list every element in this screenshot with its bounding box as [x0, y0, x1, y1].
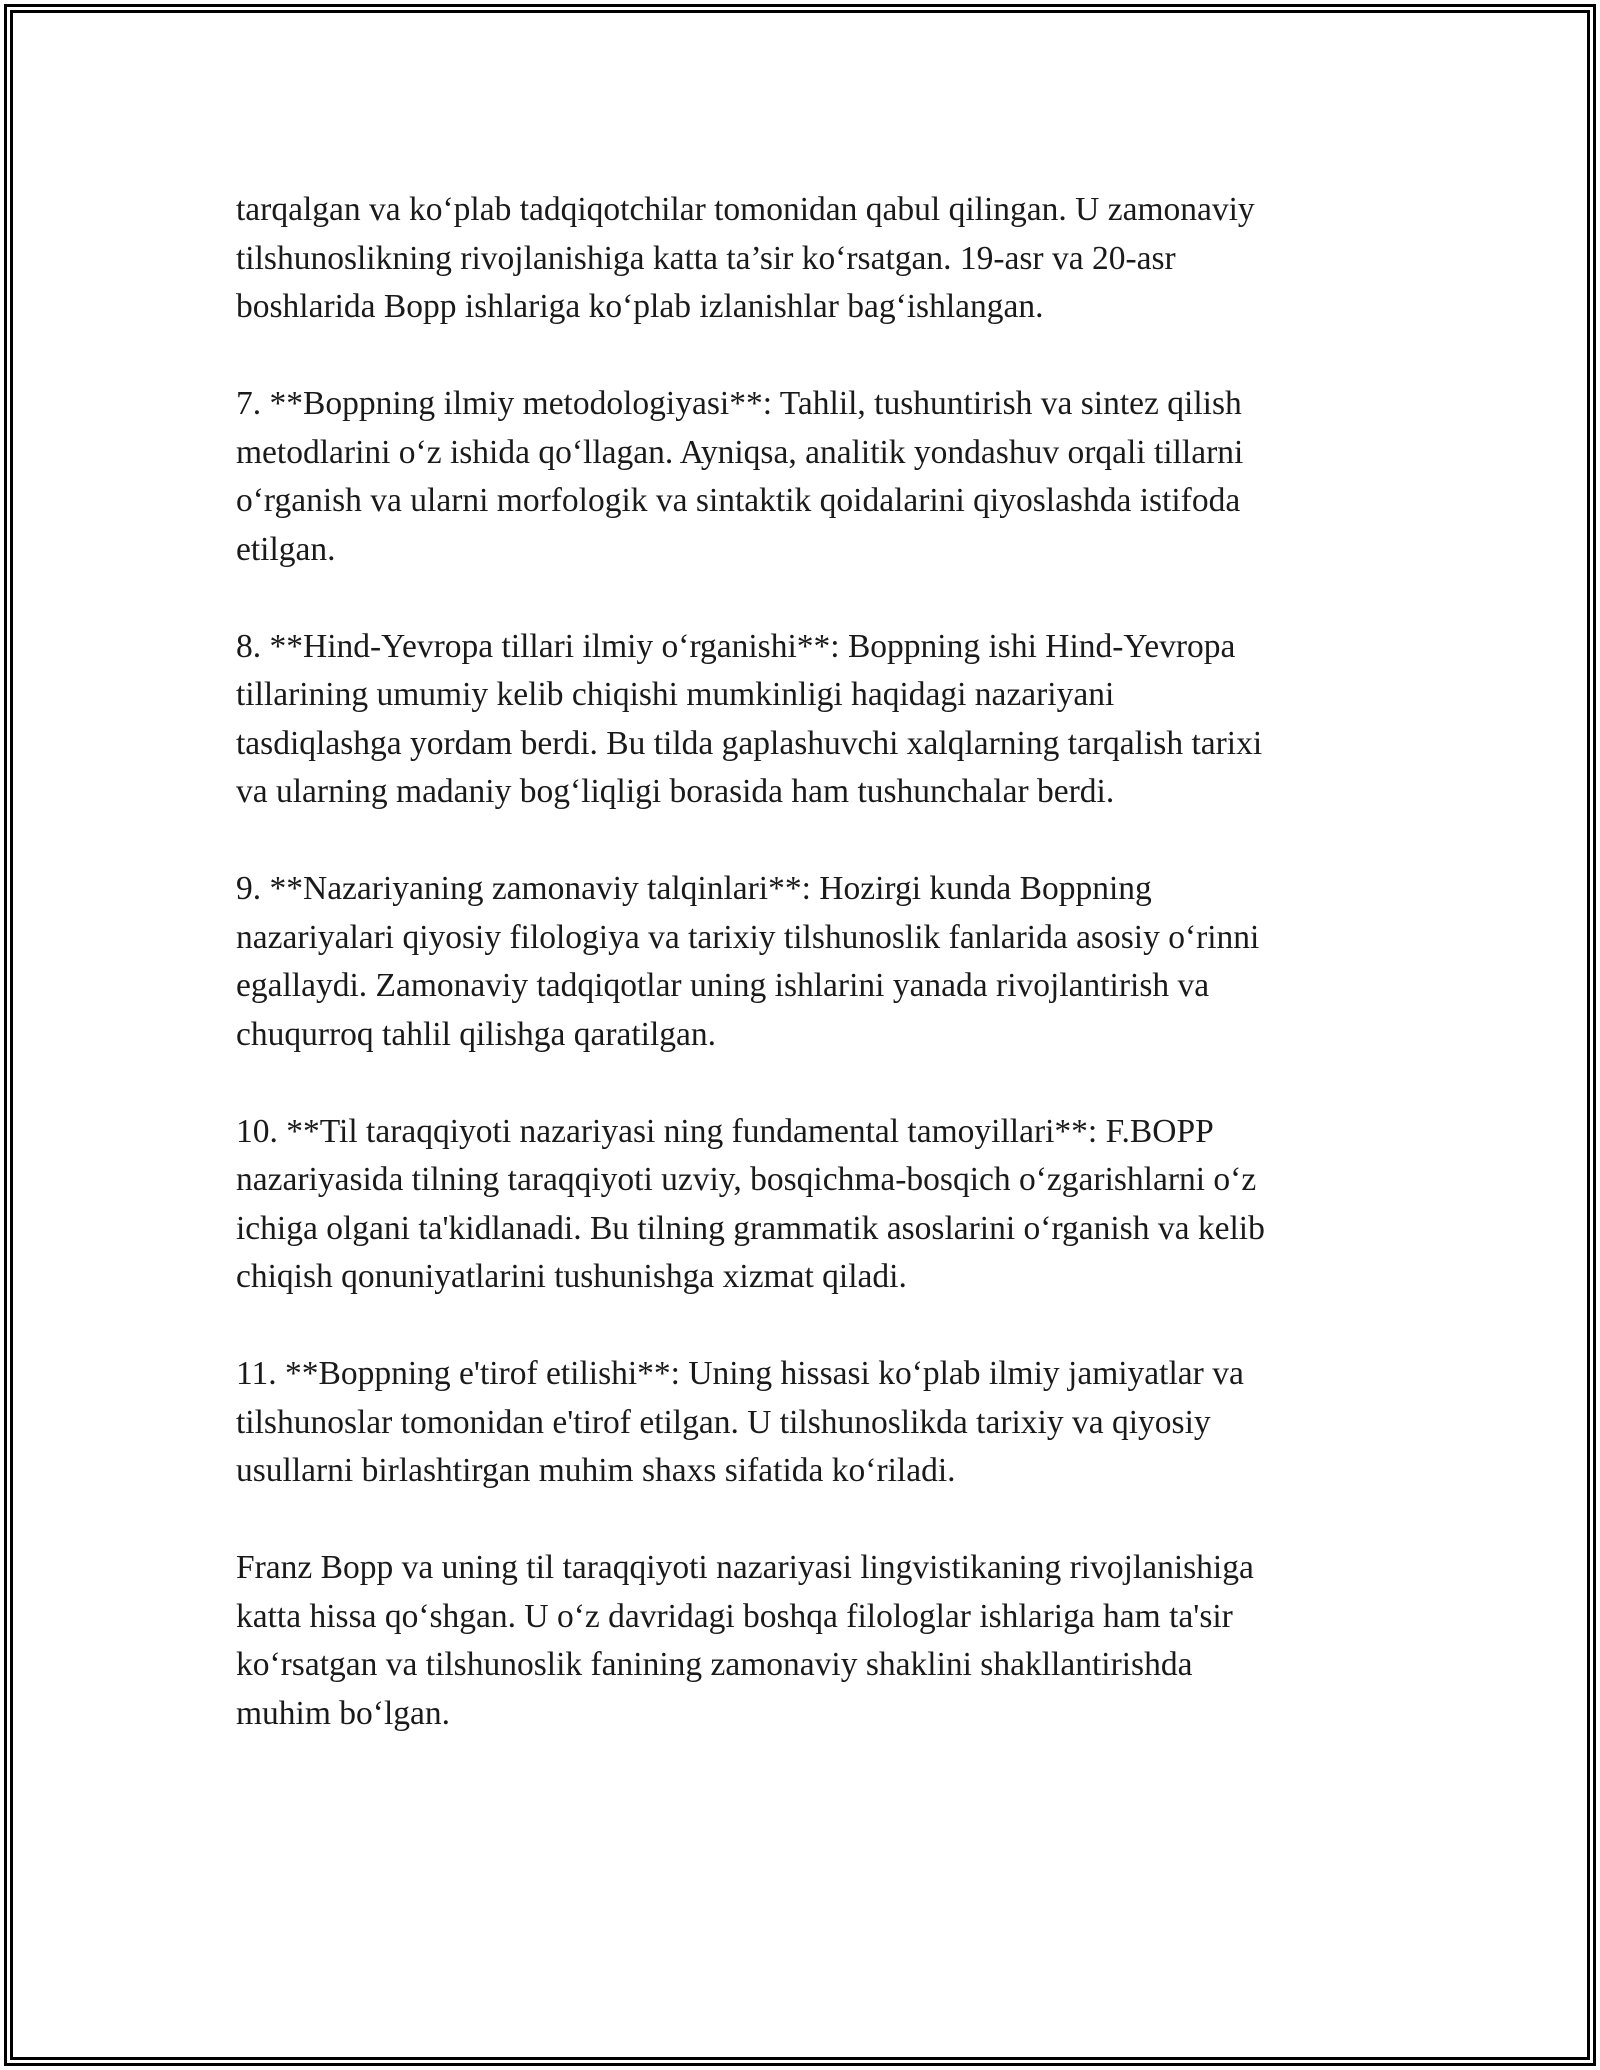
text-line: egallaydi. Zamonaviy tadqiqotlar uning ishlarini yanada rivojlantirish va — [236, 967, 1210, 1004]
text-line: Franz Bopp va uning til taraqqiyoti nazariyasi lingvistikaning rivojlanishiga — [236, 1549, 1254, 1586]
text-line: tilshunoslar tomonidan e'tirof etilgan. U tilshunoslikda tarixiy va qiyosiy — [236, 1403, 1211, 1441]
text-line: 9. **Nazariyaning zamonaviy talqinlari**: Hozirgi kunda Boppning — [236, 870, 1152, 907]
text-line: 7. **Boppning ilmiy metodologiyasi**: Tahlil, tushuntirish va sintez qilish — [236, 385, 1242, 422]
text-line: o‘rganish va ularni morfologik va sintaktik qoidalarini qiyoslashda istifoda — [236, 482, 1241, 519]
text-line: 10. **Til taraqqiyoti nazariyasi ning fundamental tamoyillari**: F.BOPP — [236, 1112, 1214, 1150]
paragraph-item-9 — [236, 865, 1376, 1059]
paragraph-item-10 — [236, 1108, 1376, 1302]
text-line: ko‘rsatgan va tilshunoslik fanining zamonaviy shaklini shakllantirishda — [236, 1646, 1193, 1683]
paragraph-continuation — [236, 186, 1376, 332]
paragraph-item-8 — [236, 623, 1376, 817]
text-line: etilgan. — [236, 530, 336, 568]
paragraph-item-7 — [236, 380, 1376, 574]
paragraph-conclusion — [236, 1544, 1376, 1738]
text-line: tillarining umumiy kelib chiqishi mumkinligi haqidagi nazariyani — [236, 676, 1115, 713]
text-line: tarqalgan va ko‘plab tadqiqotchilar tomonidan qabul qilingan. U zamonaviy — [236, 191, 1255, 228]
text-line: metodlarini o‘z ishida qo‘llagan. Ayniqsa, analitik yondashuv orqali tillarni — [236, 433, 1244, 471]
text-line: 11. **Boppning e'tirof etilishi**: Uning hissasi ko‘plab ilmiy jamiyatlar va — [236, 1355, 1244, 1392]
text-line: 8. **Hind-Yevropa tillari ilmiy o‘rganishi**: Boppning ishi Hind-Yevropa — [236, 627, 1236, 665]
text-line: tasdiqlashga yordam berdi. Bu tilda gaplashuvchi xalqlarning tarqalish tarixi — [236, 724, 1263, 762]
text-line: chiqish qonuniyatlarini tushunishga xizmat qiladi. — [236, 1258, 907, 1295]
text-line: muhim bo‘lgan. — [236, 1694, 451, 1732]
text-line: usullarni birlashtirgan muhim shaxs sifatida ko‘riladi. — [236, 1452, 956, 1489]
text-line: nazariyalari qiyosiy filologiya va tarixiy tilshunoslik fanlarida asosiy o‘rinni — [236, 918, 1260, 956]
paragraph-item-11 — [236, 1350, 1376, 1496]
text-line: tilshunoslikning rivojlanishiga katta ta’sir ko‘rsatgan. 19-asr va 20-asr — [236, 239, 1176, 277]
text-line: katta hissa qo‘shgan. U o‘z davridagi boshqa filologlar ishlariga ham ta'sir — [236, 1597, 1233, 1635]
text-line: chuqurroq tahlil qilishga qaratilgan. — [236, 1015, 717, 1053]
text-line: va ularning madaniy bog‘liqligi borasida ham tushunchalar berdi. — [236, 773, 1115, 810]
text-line: boshlarida Bopp ishlariga ko‘plab izlanishlar bag‘ishlangan. — [236, 288, 1044, 325]
text-line: nazariyasida tilning taraqqiyoti uzviy, bosqichma-bosqich o‘zgarishlarni o‘z — [236, 1161, 1257, 1198]
document-body — [236, 186, 1376, 1787]
text-line: ichiga olgani ta'kidlanadi. Bu tilning grammatik asoslarini o‘rganish va kelib — [236, 1209, 1265, 1247]
